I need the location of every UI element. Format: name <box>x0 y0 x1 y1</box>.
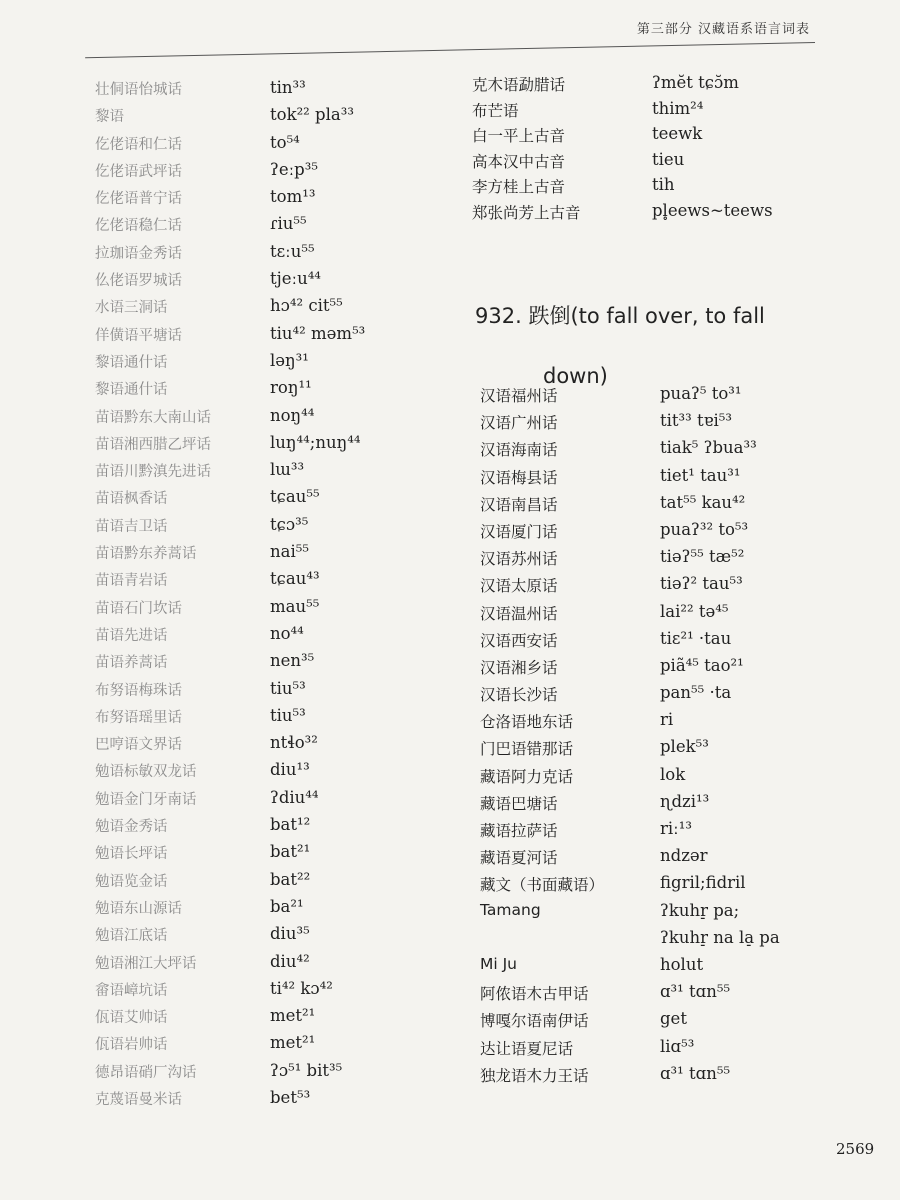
language-name: 佯僙语平塘话 <box>95 327 182 344</box>
middle-column <box>472 73 872 226</box>
word-form: tiɛ²¹ ·tau <box>660 628 732 648</box>
word-form: lai²² tə⁴⁵ <box>660 601 729 621</box>
word-form: noŋ⁴⁴ <box>270 405 315 425</box>
word-form: tom¹³ <box>270 187 316 207</box>
word-form: roŋ¹¹ <box>270 378 312 398</box>
entry-row <box>95 214 445 241</box>
word-form: tiəʔ⁵⁵ tæ⁵² <box>660 547 745 567</box>
word-form: tat⁵⁵ kau⁴² <box>660 492 746 512</box>
entry-row <box>480 520 880 547</box>
word-form: lɯ³³ <box>270 460 305 480</box>
word-form: holut <box>660 954 704 974</box>
entry-row <box>480 411 880 438</box>
language-name: 佤语岩帅话 <box>95 1037 168 1054</box>
word-form: plek⁵³ <box>660 737 709 757</box>
word-form: ntɬo³² <box>270 733 318 753</box>
entry-row <box>95 706 445 733</box>
running-header: 第三部分 汉藏语系语言词表 <box>636 22 810 37</box>
language-name: 水语三洞话 <box>95 300 168 317</box>
word-form: pan⁵⁵ ·ta <box>660 683 732 703</box>
entry-row <box>480 819 880 846</box>
language-name: 汉语厦门话 <box>480 522 558 541</box>
word-form: tin³³ <box>270 78 306 97</box>
language-name: 独龙语木力王话 <box>480 1066 589 1085</box>
language-name: 克木语勐腊话 <box>472 76 566 94</box>
word-form: ti⁴² kɔ⁴² <box>270 978 333 998</box>
language-name: 汉语湘乡话 <box>480 658 558 677</box>
language-name: 苗语川黔滇先进话 <box>95 464 211 481</box>
language-name: 博嘎尔语南伊话 <box>480 1012 589 1031</box>
word-form: tieu <box>652 149 685 169</box>
section-title-line1: 跌倒(to fall over, to fall <box>528 304 765 328</box>
word-form: diu³⁵ <box>270 924 310 944</box>
language-name: 苗语枫香话 <box>95 491 168 508</box>
language-name: 藏文（书面藏语） <box>480 876 605 895</box>
word-form: pl̥eews~teews <box>652 200 773 220</box>
language-name: 苗语黔东大南山话 <box>95 409 211 426</box>
word-form: tit³³ tɐi⁵³ <box>660 411 732 431</box>
word-form: ɑ³¹ tɑn⁵⁵ <box>660 1063 731 1083</box>
section-title-line2: down) <box>543 364 608 388</box>
word-form: luŋ⁴⁴;nuŋ⁴⁴ <box>270 432 361 452</box>
word-form: ʔeːp³⁵ <box>270 159 318 179</box>
word-form: bat¹² <box>270 815 311 835</box>
word-form: figril;fidril <box>660 873 746 893</box>
language-name: 汉语南昌话 <box>480 495 558 514</box>
entry-row <box>95 733 445 760</box>
word-form: tɕau⁴³ <box>270 569 320 589</box>
entry-row <box>95 897 445 924</box>
entry-row <box>95 842 445 869</box>
entry-row <box>95 406 445 433</box>
language-name: 布芒语 <box>472 101 519 120</box>
language-name: 黎语 <box>95 109 124 126</box>
entry-row <box>472 73 872 99</box>
language-name: 壮侗语怡城话 <box>95 82 182 98</box>
language-name: 仡佬语武坪话 <box>95 163 182 180</box>
language-name: Mi Ju <box>480 954 518 973</box>
word-form: puaʔ³² to⁵³ <box>660 519 749 539</box>
entry-row <box>95 187 445 214</box>
entry-row <box>95 1088 445 1115</box>
entry-row <box>95 487 445 514</box>
entry-row <box>95 870 445 897</box>
language-name: 汉语太原话 <box>480 577 558 596</box>
word-form: ʔkuhr̠ pa; <box>660 900 740 920</box>
entry-row <box>95 924 445 951</box>
word-form: tiet¹ tau³¹ <box>660 465 741 485</box>
word-form: diu¹³ <box>270 760 310 780</box>
word-form: tɕau⁵⁵ <box>270 487 320 507</box>
entry-row <box>480 493 880 520</box>
entry-row <box>95 679 445 706</box>
entry-row <box>480 1009 880 1036</box>
language-name: 汉语广州话 <box>480 414 558 433</box>
word-form: liɑ⁵³ <box>660 1036 695 1056</box>
word-form: met²¹ <box>270 1033 316 1053</box>
word-form: ʔdiu⁴⁴ <box>270 787 319 807</box>
word-form: puaʔ⁵ to³¹ <box>660 384 742 403</box>
entry-row <box>95 760 445 787</box>
word-form: tok²² pla³³ <box>270 105 354 125</box>
word-form: ʔkuhr̠ na la̠ pa <box>660 927 780 947</box>
word-form: ləŋ³¹ <box>270 350 309 370</box>
language-name: 畲语嶂坑话 <box>95 982 168 999</box>
language-name: 拉珈语金秀话 <box>95 245 182 262</box>
word-form: tiu⁴² məm⁵³ <box>270 323 366 343</box>
word-form: hɔ⁴² cit⁵⁵ <box>270 296 343 316</box>
word-form: tiu⁵³ <box>270 705 306 725</box>
language-name: 藏语巴塘话 <box>480 794 558 813</box>
word-form: tɕɔ³⁵ <box>270 514 309 534</box>
word-form: tiu⁵³ <box>270 678 306 698</box>
entry-row <box>95 1061 445 1088</box>
entry-row <box>480 710 880 737</box>
language-name: 佤语艾帅话 <box>95 1010 168 1027</box>
entry-row <box>95 351 445 378</box>
entry-row <box>480 928 880 955</box>
language-name: 白一平上古音 <box>472 127 566 145</box>
entry-row <box>95 460 445 487</box>
entry-row <box>480 629 880 656</box>
entry-row <box>95 105 445 132</box>
entry-row <box>480 384 880 411</box>
word-form: no⁴⁴ <box>270 623 304 643</box>
language-name: 黎语通什话 <box>95 382 168 399</box>
word-form: diu⁴² <box>270 951 310 971</box>
right-column <box>480 384 880 1091</box>
entry-row <box>480 901 880 928</box>
language-name: Tamang <box>480 900 541 919</box>
language-name: 郑张尚芳上古音 <box>472 203 581 222</box>
word-form: tiak⁵ ʔbua³³ <box>660 438 757 458</box>
entry-row <box>95 597 445 624</box>
page-number: 2569 <box>836 1140 875 1158</box>
word-form: bat²² <box>270 869 311 889</box>
language-name: 苗语养蒿话 <box>95 655 168 672</box>
language-name: 苗语石门坎话 <box>95 600 182 617</box>
word-form: teewk <box>652 124 703 143</box>
entry-row <box>95 815 445 842</box>
word-form: ʔmĕt tɕɔ̆m <box>652 73 739 92</box>
entry-row <box>95 1033 445 1060</box>
word-form: mau⁵⁵ <box>270 596 320 616</box>
word-form: ʔɔ⁵¹ bit³⁵ <box>270 1060 343 1080</box>
word-form: riː¹³ <box>660 819 692 838</box>
entry-row <box>480 547 880 574</box>
language-name: 勉语江底话 <box>95 928 168 945</box>
language-name: 汉语海南话 <box>480 441 558 460</box>
word-form: met²¹ <box>270 1006 316 1026</box>
language-name: 勉语金门牙南话 <box>95 791 197 808</box>
entry-row <box>472 99 872 125</box>
language-name: 藏语夏河话 <box>480 849 558 868</box>
language-name: 藏语阿力克话 <box>480 767 574 786</box>
word-form: get <box>660 1009 687 1029</box>
entry-row <box>480 955 880 982</box>
language-name: 汉语长沙话 <box>480 686 558 705</box>
language-name: 勉语东山源话 <box>95 900 182 917</box>
language-name: 仓洛语地东话 <box>480 713 574 732</box>
entry-row <box>95 569 445 596</box>
word-form: lok <box>660 764 686 784</box>
language-name: 勉语标敏双龙话 <box>95 764 197 781</box>
language-name: 勉语览金话 <box>95 873 168 890</box>
entry-row <box>480 982 880 1009</box>
entry-row <box>95 651 445 678</box>
word-form: ri <box>660 710 674 730</box>
entry-row <box>95 78 445 105</box>
language-name: 汉语梅县话 <box>480 468 558 487</box>
entry-row <box>480 846 880 873</box>
entry-row <box>480 683 880 710</box>
language-name: 勉语湘江大坪话 <box>95 955 197 972</box>
entry-row <box>480 602 880 629</box>
entry-row <box>95 133 445 160</box>
entry-row <box>472 150 872 176</box>
word-form: piã⁴⁵ tao²¹ <box>660 655 744 675</box>
language-name: 仡佬语和仁话 <box>95 136 182 153</box>
entry-row <box>480 873 880 900</box>
language-name: 苗语青岩话 <box>95 573 168 590</box>
word-form: tiəʔ² tau⁵³ <box>660 574 743 594</box>
header-rule <box>85 42 815 58</box>
entry-row <box>472 175 872 201</box>
entry-row <box>95 269 445 296</box>
entry-row <box>472 124 872 150</box>
language-name: 巴哼语文界话 <box>95 737 182 754</box>
language-name: 苗语湘西腊乙坪话 <box>95 436 211 453</box>
word-form: ɾiu⁵⁵ <box>270 214 307 234</box>
entry-row <box>480 438 880 465</box>
language-name: 汉语西安话 <box>480 631 558 650</box>
language-name: 汉语温州话 <box>480 604 558 623</box>
language-name: 汉语苏州话 <box>480 550 558 569</box>
entry-row <box>95 296 445 323</box>
language-name: 德昂语硝厂沟话 <box>95 1064 197 1081</box>
word-form: nai⁵⁵ <box>270 542 309 562</box>
entry-row <box>95 433 445 460</box>
entry-row <box>95 624 445 651</box>
language-name: 苗语吉卫话 <box>95 518 168 535</box>
entry-row <box>480 1064 880 1091</box>
language-name: 李方桂上古音 <box>472 178 566 196</box>
entry-row <box>480 737 880 764</box>
entry-row <box>95 542 445 569</box>
language-name: 仫佬语罗城话 <box>95 273 182 290</box>
language-name: 布努语梅珠话 <box>95 682 182 699</box>
language-name: 门巴语错那话 <box>480 740 574 759</box>
entry-row <box>472 201 872 227</box>
word-form: bet⁵³ <box>270 1087 311 1107</box>
word-form: ɳdzi¹³ <box>660 791 710 811</box>
language-name: 仡佬语稳仁话 <box>95 218 182 235</box>
entry-row <box>95 952 445 979</box>
word-form: nen³⁵ <box>270 651 315 671</box>
entry-row <box>95 788 445 815</box>
word-form: tjeːu⁴⁴ <box>270 269 321 289</box>
language-name: 达让语夏尼话 <box>480 1039 574 1058</box>
language-name: 勉语长坪话 <box>95 846 168 863</box>
section-number: 932. <box>475 304 522 328</box>
word-form: thim²⁴ <box>652 98 704 118</box>
word-form: ba²¹ <box>270 896 304 916</box>
language-name: 苗语先进话 <box>95 627 168 644</box>
entry-row <box>95 1006 445 1033</box>
entry-row <box>480 656 880 683</box>
entry-row <box>95 242 445 269</box>
entry-row <box>480 765 880 792</box>
language-name: 克蔑语曼米话 <box>95 1091 182 1108</box>
language-name: 藏语拉萨话 <box>480 822 558 840</box>
language-name: 汉语福州话 <box>480 387 558 405</box>
language-name: 布努语瑶里话 <box>95 709 182 726</box>
entry-row <box>95 979 445 1006</box>
entry-row <box>95 324 445 351</box>
language-name: 高本汉中古音 <box>472 152 566 171</box>
word-form: tɛːu⁵⁵ <box>270 241 315 261</box>
entry-row <box>480 792 880 819</box>
word-form: to⁵⁴ <box>270 132 300 152</box>
entry-row <box>95 515 445 542</box>
word-form: bat²¹ <box>270 842 311 862</box>
language-name: 勉语金秀话 <box>95 819 168 836</box>
language-name: 黎语通什话 <box>95 354 168 371</box>
word-form: ndzər <box>660 846 708 866</box>
entry-row <box>480 1037 880 1064</box>
entry-row <box>480 574 880 601</box>
language-name: 苗语黔东养蒿话 <box>95 546 197 563</box>
language-name: 仡佬语普宁话 <box>95 191 182 208</box>
left-column <box>95 78 445 1115</box>
word-form: ɑ³¹ tɑn⁵⁵ <box>660 982 731 1002</box>
language-name: 阿侬语木古甲话 <box>480 985 589 1004</box>
word-form: tih <box>652 175 675 194</box>
entry-row <box>95 160 445 187</box>
entry-row <box>480 466 880 493</box>
entry-row <box>95 378 445 405</box>
